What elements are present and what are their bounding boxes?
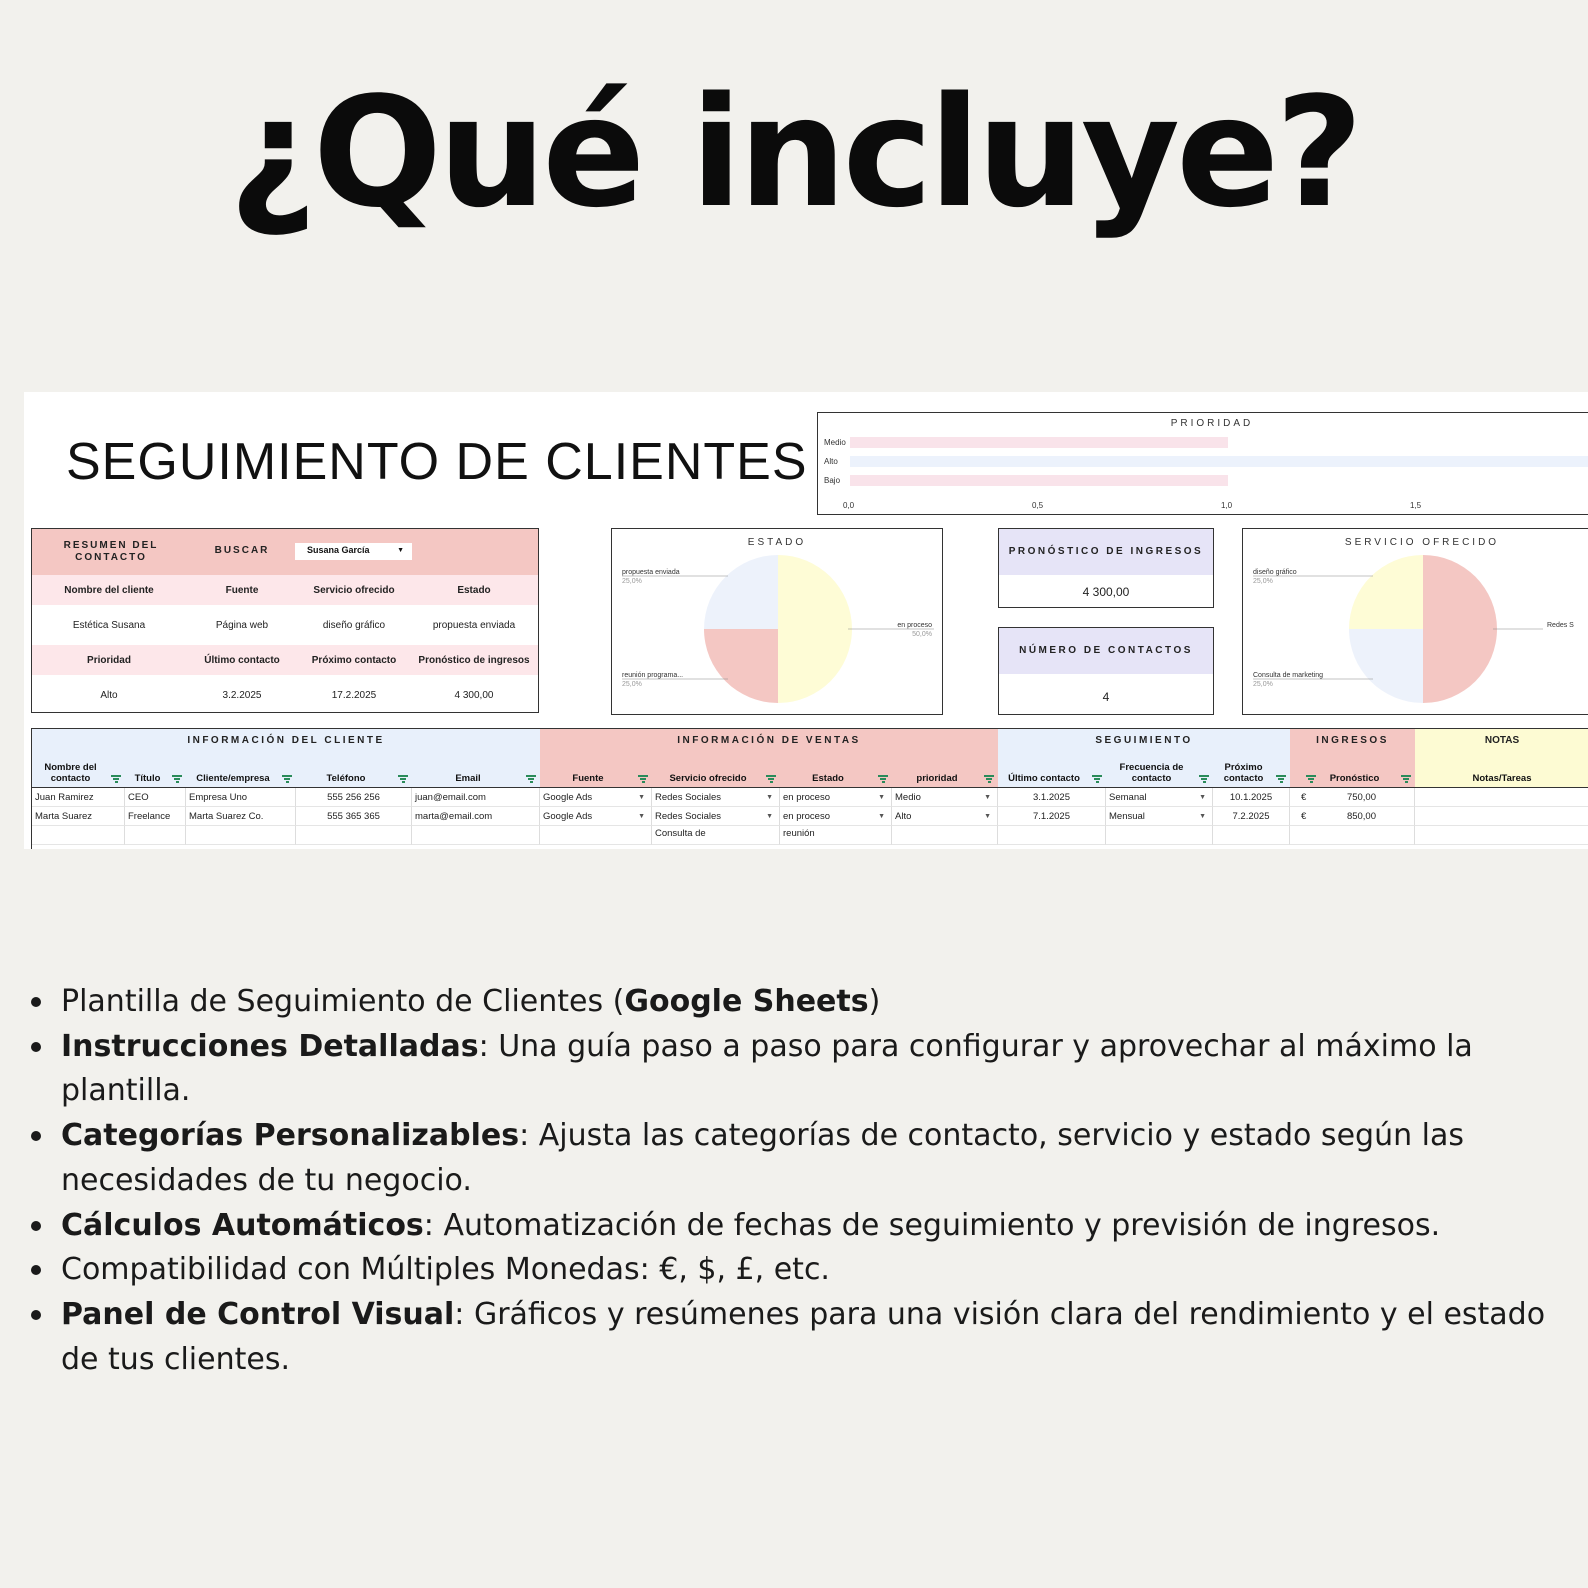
search-value: Susana García bbox=[307, 545, 370, 555]
priority-chart bbox=[817, 412, 1588, 515]
table-cell[interactable] bbox=[1415, 826, 1588, 845]
table-cell[interactable] bbox=[296, 826, 412, 845]
summary-value: Estética Susana bbox=[72, 620, 146, 631]
table-cell[interactable] bbox=[1415, 788, 1588, 807]
table-cell-dropdown[interactable]: en proceso ▼ bbox=[780, 788, 892, 807]
client-table bbox=[31, 728, 1588, 849]
filter-icon[interactable] bbox=[172, 775, 182, 783]
column-header[interactable]: Estado bbox=[780, 752, 892, 788]
group-header-ventas: INFORMACIÓN DE VENTAS bbox=[540, 729, 998, 752]
pie-slice-diseno bbox=[1349, 555, 1423, 629]
contacts-title: NÚMERO DE CONTACTOS bbox=[999, 628, 1213, 674]
servicio-chart-title: SERVICIO OFRECIDO bbox=[1344, 537, 1500, 548]
priority-label-medio: Medio bbox=[824, 438, 846, 447]
table-cell[interactable]: € 750,00 bbox=[1290, 788, 1415, 807]
pie-label: reunión programa... 25,0% bbox=[622, 672, 684, 688]
summary-value: Página web bbox=[215, 620, 269, 631]
column-header[interactable]: Próximo contacto bbox=[1213, 752, 1290, 788]
priority-tick: 0,0 bbox=[843, 501, 855, 510]
summary-header: Último contacto bbox=[204, 655, 280, 666]
column-header[interactable]: Email bbox=[412, 752, 540, 788]
column-header[interactable]: Teléfono bbox=[296, 752, 412, 788]
table-cell[interactable] bbox=[1106, 826, 1213, 845]
estado-chart-title: ESTADO bbox=[747, 537, 807, 548]
group-header-ingresos: INGRESOS bbox=[1290, 729, 1415, 752]
feature-list bbox=[30, 980, 1570, 1382]
table-cell-dropdown[interactable]: en proceso ▼ bbox=[780, 807, 892, 826]
priority-bar-alto bbox=[850, 456, 1588, 467]
table-cell-dropdown[interactable]: Redes Sociales ▼ bbox=[652, 788, 780, 807]
feature-item: Plantilla de Seguimiento de Clientes (Google Sheets) bbox=[30, 980, 1570, 1025]
pie-slice-consulta bbox=[1349, 629, 1423, 703]
priority-label-alto: Alto bbox=[824, 457, 838, 466]
priority-tick: 1,5 bbox=[1410, 501, 1422, 510]
pie-slice-en-proceso bbox=[778, 555, 852, 703]
group-header-cliente: INFORMACIÓN DEL CLIENTE bbox=[32, 729, 540, 752]
priority-tick: 1,0 bbox=[1221, 501, 1233, 510]
table-cell[interactable] bbox=[540, 826, 652, 845]
table-cell-dropdown[interactable]: Medio ▼ bbox=[892, 788, 998, 807]
priority-chart-title: PRIORIDAD bbox=[1170, 418, 1254, 429]
chevron-down-icon: ▼ bbox=[984, 813, 991, 820]
filter-icon[interactable] bbox=[398, 775, 408, 783]
summary-value: diseño gráfico bbox=[322, 620, 386, 631]
table-cell[interactable]: 10.1.2025 bbox=[1213, 788, 1290, 807]
filter-icon[interactable] bbox=[984, 775, 994, 783]
summary-header: Estado bbox=[457, 585, 491, 596]
chevron-down-icon: ▼ bbox=[1199, 794, 1206, 801]
group-header-seguimiento: SEGUIMIENTO bbox=[998, 729, 1290, 752]
table-cell[interactable]: CEO bbox=[125, 788, 186, 807]
table-cell[interactable]: marta@email.com bbox=[412, 807, 540, 826]
filter-icon[interactable] bbox=[1092, 775, 1102, 783]
priority-bar-bajo bbox=[850, 475, 1228, 486]
summary-header: Servicio ofrecido bbox=[313, 585, 395, 596]
column-header[interactable]: Último contacto bbox=[998, 752, 1106, 788]
column-header[interactable]: Servicio ofrecido bbox=[652, 752, 780, 788]
filter-icon[interactable] bbox=[1306, 775, 1316, 783]
chevron-down-icon: ▼ bbox=[766, 794, 773, 801]
chevron-down-icon: ▼ bbox=[397, 547, 404, 554]
table-cell[interactable]: 555 365 365 bbox=[296, 807, 412, 826]
filter-icon[interactable] bbox=[1199, 775, 1209, 783]
search-dropdown[interactable] bbox=[295, 543, 412, 560]
priority-tick: 0,5 bbox=[1032, 501, 1044, 510]
table-cell[interactable] bbox=[125, 826, 186, 845]
table-cell[interactable]: 7.2.2025 bbox=[1213, 807, 1290, 826]
pie-slice-propuesta bbox=[704, 555, 778, 629]
chevron-down-icon: ▼ bbox=[1199, 813, 1206, 820]
forecast-card bbox=[998, 528, 1214, 608]
servicio-chart bbox=[1242, 528, 1588, 715]
summary-header: Fuente bbox=[225, 585, 259, 596]
table-cell[interactable]: juan@email.com bbox=[412, 788, 540, 807]
chevron-down-icon: ▼ bbox=[766, 813, 773, 820]
group-header-notas: NOTAS bbox=[1415, 729, 1588, 752]
summary-title: RESUMEN DEL CONTACTO bbox=[63, 540, 159, 563]
summary-value: 3.2.2025 bbox=[222, 690, 262, 701]
table-cell-dropdown[interactable]: Mensual ▼ bbox=[1106, 807, 1213, 826]
table-cell[interactable] bbox=[892, 826, 998, 845]
forecast-title: PRONÓSTICO DE INGRESOS bbox=[999, 529, 1213, 575]
pie-label: Redes S bbox=[1547, 622, 1574, 629]
table-cell[interactable] bbox=[1290, 826, 1415, 845]
feature-item: Panel de Control Visual: Gráficos y resúmenes para una visión clara del rendimiento y el estado de tus clientes. bbox=[30, 1293, 1570, 1382]
column-header[interactable]: Notas/Tareas bbox=[1415, 752, 1588, 788]
summary-value: Alto bbox=[100, 690, 118, 701]
summary-value: 4 300,00 bbox=[454, 690, 494, 701]
table-cell[interactable]: 3.1.2025 bbox=[998, 788, 1106, 807]
summary-header: Próximo contacto bbox=[311, 655, 397, 666]
table-cell[interactable]: Marta Suarez Co. bbox=[186, 807, 296, 826]
table-cell[interactable]: Juan Ramirez bbox=[32, 788, 125, 807]
chevron-down-icon: ▼ bbox=[638, 794, 645, 801]
filter-icon[interactable] bbox=[766, 775, 776, 783]
feature-item: Compatibilidad con Múltiples Monedas: €, $, £, etc. bbox=[30, 1248, 1570, 1293]
table-cell[interactable]: Freelance bbox=[125, 807, 186, 826]
table-cell[interactable]: 7.1.2025 bbox=[998, 807, 1106, 826]
table-cell[interactable] bbox=[1415, 807, 1588, 826]
pie-label: Consulta de marketing 25,0% bbox=[1253, 672, 1324, 688]
spreadsheet-preview bbox=[24, 392, 1588, 849]
table-cell[interactable] bbox=[1213, 826, 1290, 845]
filter-icon[interactable] bbox=[1276, 775, 1286, 783]
sheet-title: SEGUIMIENTO DE CLIENTES bbox=[66, 433, 808, 491]
table-cell[interactable] bbox=[998, 826, 1106, 845]
summary-header: Pronóstico de ingresos bbox=[418, 655, 530, 666]
table-cell-dropdown[interactable]: Redes Sociales ▼ bbox=[652, 807, 780, 826]
pie-slice-reunion bbox=[704, 629, 778, 703]
column-header[interactable]: Cliente/empresa bbox=[186, 752, 296, 788]
filter-icon[interactable] bbox=[282, 775, 292, 783]
feature-item: Categorías Personalizables: Ajusta las categorías de contacto, servicio y estado según las necesidades de tu negocio. bbox=[30, 1114, 1570, 1203]
priority-bar-medio bbox=[850, 437, 1228, 448]
priority-label-bajo: Bajo bbox=[824, 476, 841, 485]
table-cell[interactable] bbox=[32, 826, 125, 845]
table-cell[interactable]: reunión bbox=[780, 826, 892, 845]
pie-label: propuesta enviada 25,0% bbox=[622, 569, 680, 585]
pie-label: diseño gráfico 25,0% bbox=[1253, 569, 1297, 585]
filter-icon[interactable] bbox=[526, 775, 536, 783]
table-cell-dropdown[interactable]: Semanal ▼ bbox=[1106, 788, 1213, 807]
table-cell[interactable] bbox=[186, 826, 296, 845]
summary-value: propuesta enviada bbox=[432, 620, 516, 631]
summary-header: Prioridad bbox=[87, 655, 131, 666]
contacts-value: 4 bbox=[1102, 690, 1110, 704]
contact-summary bbox=[31, 528, 539, 713]
chevron-down-icon: ▼ bbox=[638, 813, 645, 820]
estado-chart bbox=[611, 528, 943, 715]
column-header[interactable]: Frecuencia de contacto bbox=[1106, 752, 1213, 788]
headline: ¿Qué incluye? bbox=[228, 64, 1360, 241]
table-cell[interactable]: € 850,00 bbox=[1290, 807, 1415, 826]
column-header[interactable]: Fuente bbox=[540, 752, 652, 788]
table-cell-dropdown[interactable]: Google Ads ▼ bbox=[540, 807, 652, 826]
feature-item: Instrucciones Detalladas: Una guía paso a paso para configurar y aprovechar al máximo la plantilla. bbox=[30, 1025, 1570, 1114]
filter-icon[interactable] bbox=[111, 775, 121, 783]
table-cell[interactable]: Consulta de bbox=[652, 826, 780, 845]
summary-value: 17.2.2025 bbox=[331, 690, 377, 701]
contacts-card bbox=[998, 627, 1214, 715]
search-label: BUSCAR bbox=[214, 545, 270, 556]
filter-icon[interactable] bbox=[638, 775, 648, 783]
column-header[interactable]: prioridad bbox=[892, 752, 998, 788]
column-header[interactable]: Nombre del contacto bbox=[32, 752, 125, 788]
chevron-down-icon: ▼ bbox=[878, 813, 885, 820]
filter-icon[interactable] bbox=[1401, 775, 1411, 783]
pie-label: en proceso 50,0% bbox=[897, 622, 932, 638]
chevron-down-icon: ▼ bbox=[878, 794, 885, 801]
filter-icon[interactable] bbox=[878, 775, 888, 783]
chevron-down-icon: ▼ bbox=[984, 794, 991, 801]
table-cell[interactable] bbox=[412, 826, 540, 845]
column-header[interactable]: Título bbox=[125, 752, 186, 788]
forecast-value: 4 300,00 bbox=[1082, 585, 1130, 599]
column-header[interactable]: Pronóstico bbox=[1290, 752, 1415, 788]
table-cell[interactable]: 555 256 256 bbox=[296, 788, 412, 807]
pie-slice-redes bbox=[1423, 555, 1497, 703]
table-cell-dropdown[interactable]: Alto ▼ bbox=[892, 807, 998, 826]
table-cell[interactable]: Empresa Uno bbox=[186, 788, 296, 807]
table-cell-dropdown[interactable]: Google Ads ▼ bbox=[540, 788, 652, 807]
summary-header: Nombre del cliente bbox=[64, 585, 154, 596]
table-cell[interactable]: Marta Suarez bbox=[32, 807, 125, 826]
feature-item: Cálculos Automáticos: Automatización de fechas de seguimiento y previsión de ingresos. bbox=[30, 1204, 1570, 1249]
